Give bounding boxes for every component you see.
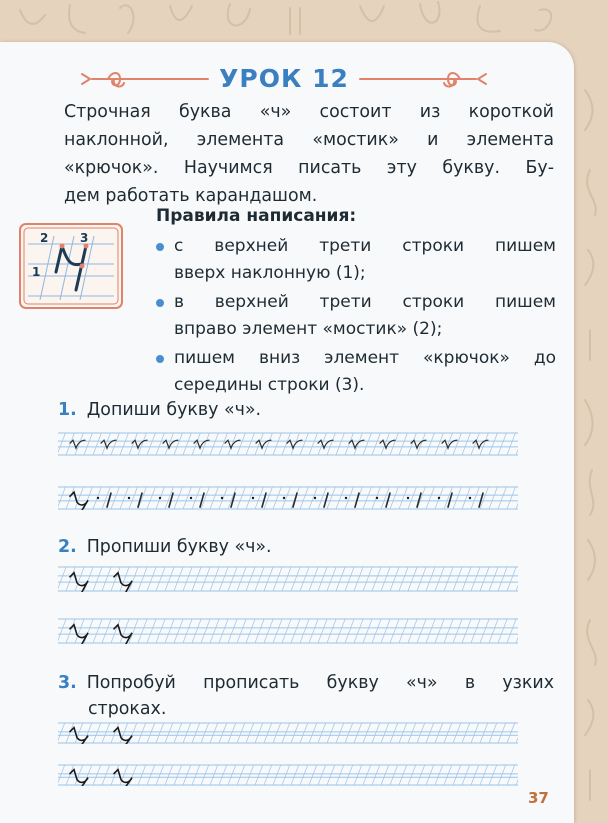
intro-line: наклонной, элемента «мостик» и элемента: [64, 130, 554, 150]
dot-marker: [407, 497, 409, 499]
dot-marker: [314, 497, 316, 499]
intro-line: дем работать карандашом.: [64, 186, 318, 206]
practice-line[interactable]: [58, 618, 518, 644]
dot-marker: [376, 497, 378, 499]
rule-item: [156, 233, 556, 287]
writing-rules: [156, 204, 556, 401]
task-3: [58, 670, 554, 722]
ruling: [58, 433, 518, 455]
practice-line[interactable]: [58, 432, 518, 456]
rule-text: с верхней трети строки пишем: [174, 236, 556, 256]
task-2: [58, 534, 272, 560]
lesson-title: УРОК 12: [219, 64, 349, 93]
task-text-line: Попробуй прописать букву «ч» в узких: [86, 673, 554, 693]
lesson-header: [78, 62, 490, 96]
rule-text: середины строки (3).: [174, 375, 365, 395]
ruling: [58, 567, 518, 591]
rule-text: вправо элемент «мостик» (2);: [174, 319, 443, 339]
dot-marker: [159, 497, 161, 499]
card-number-3: 3: [80, 231, 89, 245]
dot-marker: [438, 497, 440, 499]
page-number: 37: [528, 789, 549, 807]
practice-line[interactable]: [58, 722, 518, 744]
practice-line[interactable]: [58, 764, 518, 786]
letter-ch-sample: [70, 728, 88, 744]
task-text: [58, 670, 554, 696]
bullet-icon: [156, 355, 164, 363]
dot-marker: [345, 497, 347, 499]
rule-item: [156, 289, 556, 343]
rule-text: пишем вниз элемент «крючок» до: [174, 348, 556, 368]
task-text: Пропиши букву «ч».: [86, 537, 272, 557]
intro-paragraph: [64, 98, 554, 210]
dot-marker: [128, 497, 130, 499]
task-number: 2.: [58, 537, 77, 557]
dot-marker: [252, 497, 254, 499]
rule-item: [156, 345, 556, 399]
task-number: 1.: [58, 400, 77, 420]
letter-ch-sample: [70, 770, 88, 786]
bullet-icon: [156, 243, 164, 251]
letter-demo-card: [16, 220, 126, 312]
dot-marker: [221, 497, 223, 499]
task-text-line: строках.: [88, 699, 167, 719]
dot-marker: [283, 497, 285, 499]
task-1: [58, 397, 261, 423]
task-text: Допиши букву «ч».: [86, 400, 262, 420]
dot-marker: [97, 497, 99, 499]
dot-marker: [190, 497, 192, 499]
intro-line: «крючок». Научимся писать эту букву. Бу-: [64, 158, 554, 178]
practice-line[interactable]: [58, 486, 518, 510]
rule-text: в верхней трети строки пишем: [174, 292, 556, 312]
practice-line[interactable]: [58, 566, 518, 592]
rule-text: вверх наклонную (1);: [174, 263, 366, 283]
task-number: 3.: [58, 673, 77, 693]
dot-marker: [469, 497, 471, 499]
card-number-2: 2: [40, 231, 49, 245]
intro-line: Строчная буква «ч» состоит из короткой: [64, 102, 554, 122]
ruling: [58, 619, 518, 643]
rules-title: Правила написания:: [156, 206, 357, 226]
card-number-1: 1: [32, 265, 41, 279]
bullet-icon: [156, 299, 164, 307]
